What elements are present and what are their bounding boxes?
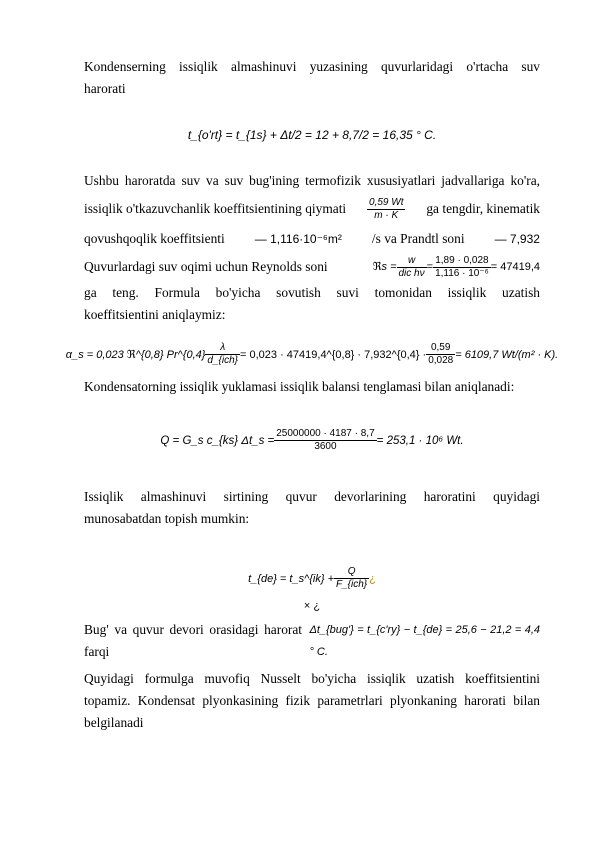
formula-part: α_s = 0,023 ℜ^{0,8} Pr^{0,4} bbox=[65, 349, 206, 361]
formula-part: Q = G_s c_{ks} Δt_s = bbox=[160, 434, 275, 447]
text-line: Issiqlik almashinuvi sirtining quvur devorlarining haroratini quyidagi bbox=[84, 489, 540, 504]
text-line bbox=[84, 226, 540, 252]
fraction-denominator: F_{ich} bbox=[336, 579, 368, 590]
heat-load-fraction bbox=[274, 428, 376, 453]
text-fragment: issiqlik o'tkazuvchanlik koeffitsientining qiymati bbox=[84, 201, 347, 216]
paragraph-intro bbox=[84, 56, 540, 100]
fraction-denominator: 1,116 · 10⁻⁶ bbox=[435, 267, 489, 279]
text-line: Quyidagi formulga muvofiq Nusselt bo'yicha issiqlik uzatish koeffitsientini bbox=[84, 671, 540, 686]
fraction-denominator: m · K bbox=[374, 209, 399, 221]
reynolds-result: = 47419,4 bbox=[490, 261, 540, 273]
text-fragment: Bug' va quvur devori orasidagi harorat farqi bbox=[84, 622, 303, 659]
viscosity-value: — 1,116·10⁻⁶m² bbox=[254, 232, 342, 246]
text-fragment: Quvurlardagi suv oqimi uchun Reynolds soni bbox=[84, 259, 328, 274]
fraction-denominator: 0,028 bbox=[428, 355, 454, 366]
formula-part: = 6109,7 Wt/(m² · K). bbox=[455, 348, 559, 361]
formula-wall-temperature bbox=[84, 566, 540, 591]
fraction-numerator: 0,59 bbox=[426, 342, 455, 355]
formula-part: = 253,1 · 10⁶ Wt. bbox=[376, 434, 464, 447]
text-line: Kondenserning issiqlik almashinuvi yuzasining quvurlaridagi o'rtacha suv bbox=[84, 59, 540, 74]
text-line: Ushbu haroratda suv va suv bug'ining termofizik xususiyatlari jadvallariga ko'ra, bbox=[84, 173, 540, 188]
text-line: topamiz. Kondensat plyonkasining fizik parametrlari plyonkaning harorati bilan bbox=[84, 693, 540, 708]
text-line: Kondensatorning issiqlik yuklamasi issiqlik balansi tenglamasi bilan aniqlanadi: bbox=[84, 379, 515, 394]
formula-mean-temperature: t_{o'rt} = t_{1s} + Δt/2 = 12 + 8,7/2 = 16,35 ° C. bbox=[187, 128, 437, 142]
q-over-f-fraction bbox=[334, 566, 369, 591]
paragraph-nusselt bbox=[84, 668, 540, 734]
formula-part: × ¿ bbox=[303, 600, 321, 612]
fraction-numerator: Q bbox=[334, 566, 369, 579]
fraction-denominator: d_{ich} bbox=[207, 355, 239, 366]
fraction-numerator: 25000000 · 4187 · 8,7 bbox=[276, 428, 375, 439]
fraction-numerator: w bbox=[397, 255, 427, 268]
formula-wall-temperature-continuation bbox=[84, 600, 540, 612]
prandtl-value: — 7,932 bbox=[494, 232, 540, 246]
reynolds-fraction-numeric bbox=[433, 255, 491, 280]
text-line: koeffitsientini aniqlaymiz: bbox=[84, 307, 226, 322]
fraction-numerator: λ bbox=[205, 342, 240, 355]
text-fragment: ga tengdir, kinematik bbox=[426, 201, 540, 216]
text-fragment: /s va Prandtl soni bbox=[371, 231, 465, 246]
text-fragment: qovushqoqlik koeffitsienti bbox=[84, 231, 225, 246]
formula-part: = 0,023 · 47419,4^{0,8} · 7,932^{0,4} · bbox=[240, 348, 427, 361]
temperature-difference-formula: Δt_{bug'} = t_{c'ry} − t_{de} = 25,6 − 21,2 = 4,4 ° C. bbox=[309, 624, 541, 658]
paragraph-properties bbox=[84, 170, 540, 326]
text-line: harorati bbox=[84, 81, 126, 96]
numeric-fraction bbox=[426, 342, 455, 367]
lambda-over-d-fraction bbox=[205, 342, 240, 367]
fraction-denominator: dic hν bbox=[398, 267, 425, 279]
text-line: munosabatdan topish mumkin: bbox=[84, 511, 250, 526]
paragraph-temperature-difference bbox=[84, 619, 540, 663]
fraction-numerator: 0,59 Wt bbox=[369, 196, 404, 208]
text-line bbox=[84, 192, 540, 226]
reynolds-fraction-symbolic bbox=[397, 255, 427, 280]
text-line: ga teng. Formula bo'yicha sovutish suvi tomonidan issiqlik uzatish bbox=[84, 285, 540, 300]
text-line: belgilanadi bbox=[84, 715, 144, 730]
fraction-numerator: 1,89 · 0,028 bbox=[433, 255, 491, 268]
formula-heat-load bbox=[84, 428, 540, 453]
formula-part: t_{de} = t_s^{ik} + bbox=[248, 572, 335, 585]
lambda-fraction bbox=[367, 197, 405, 222]
fraction-denominator: 3600 bbox=[314, 441, 337, 452]
paragraph-wall-temperature bbox=[84, 486, 540, 530]
paragraph-heat-load bbox=[84, 376, 540, 398]
text-line: Quvurlardagi suv oqimi uchun Reynolds soni ℜs = $\frac{w}{\text{dic hν}}$ = $\frac{1,89 \cdot 0,028}{\text{1,116 · 10⁻⁶}}$ = 47419,4 bbox=[84, 254, 540, 279]
formula-part: ¿ bbox=[369, 572, 376, 585]
reynolds-lhs: ℜs = bbox=[372, 261, 397, 273]
formula-heat-transfer-coefficient bbox=[65, 342, 559, 367]
